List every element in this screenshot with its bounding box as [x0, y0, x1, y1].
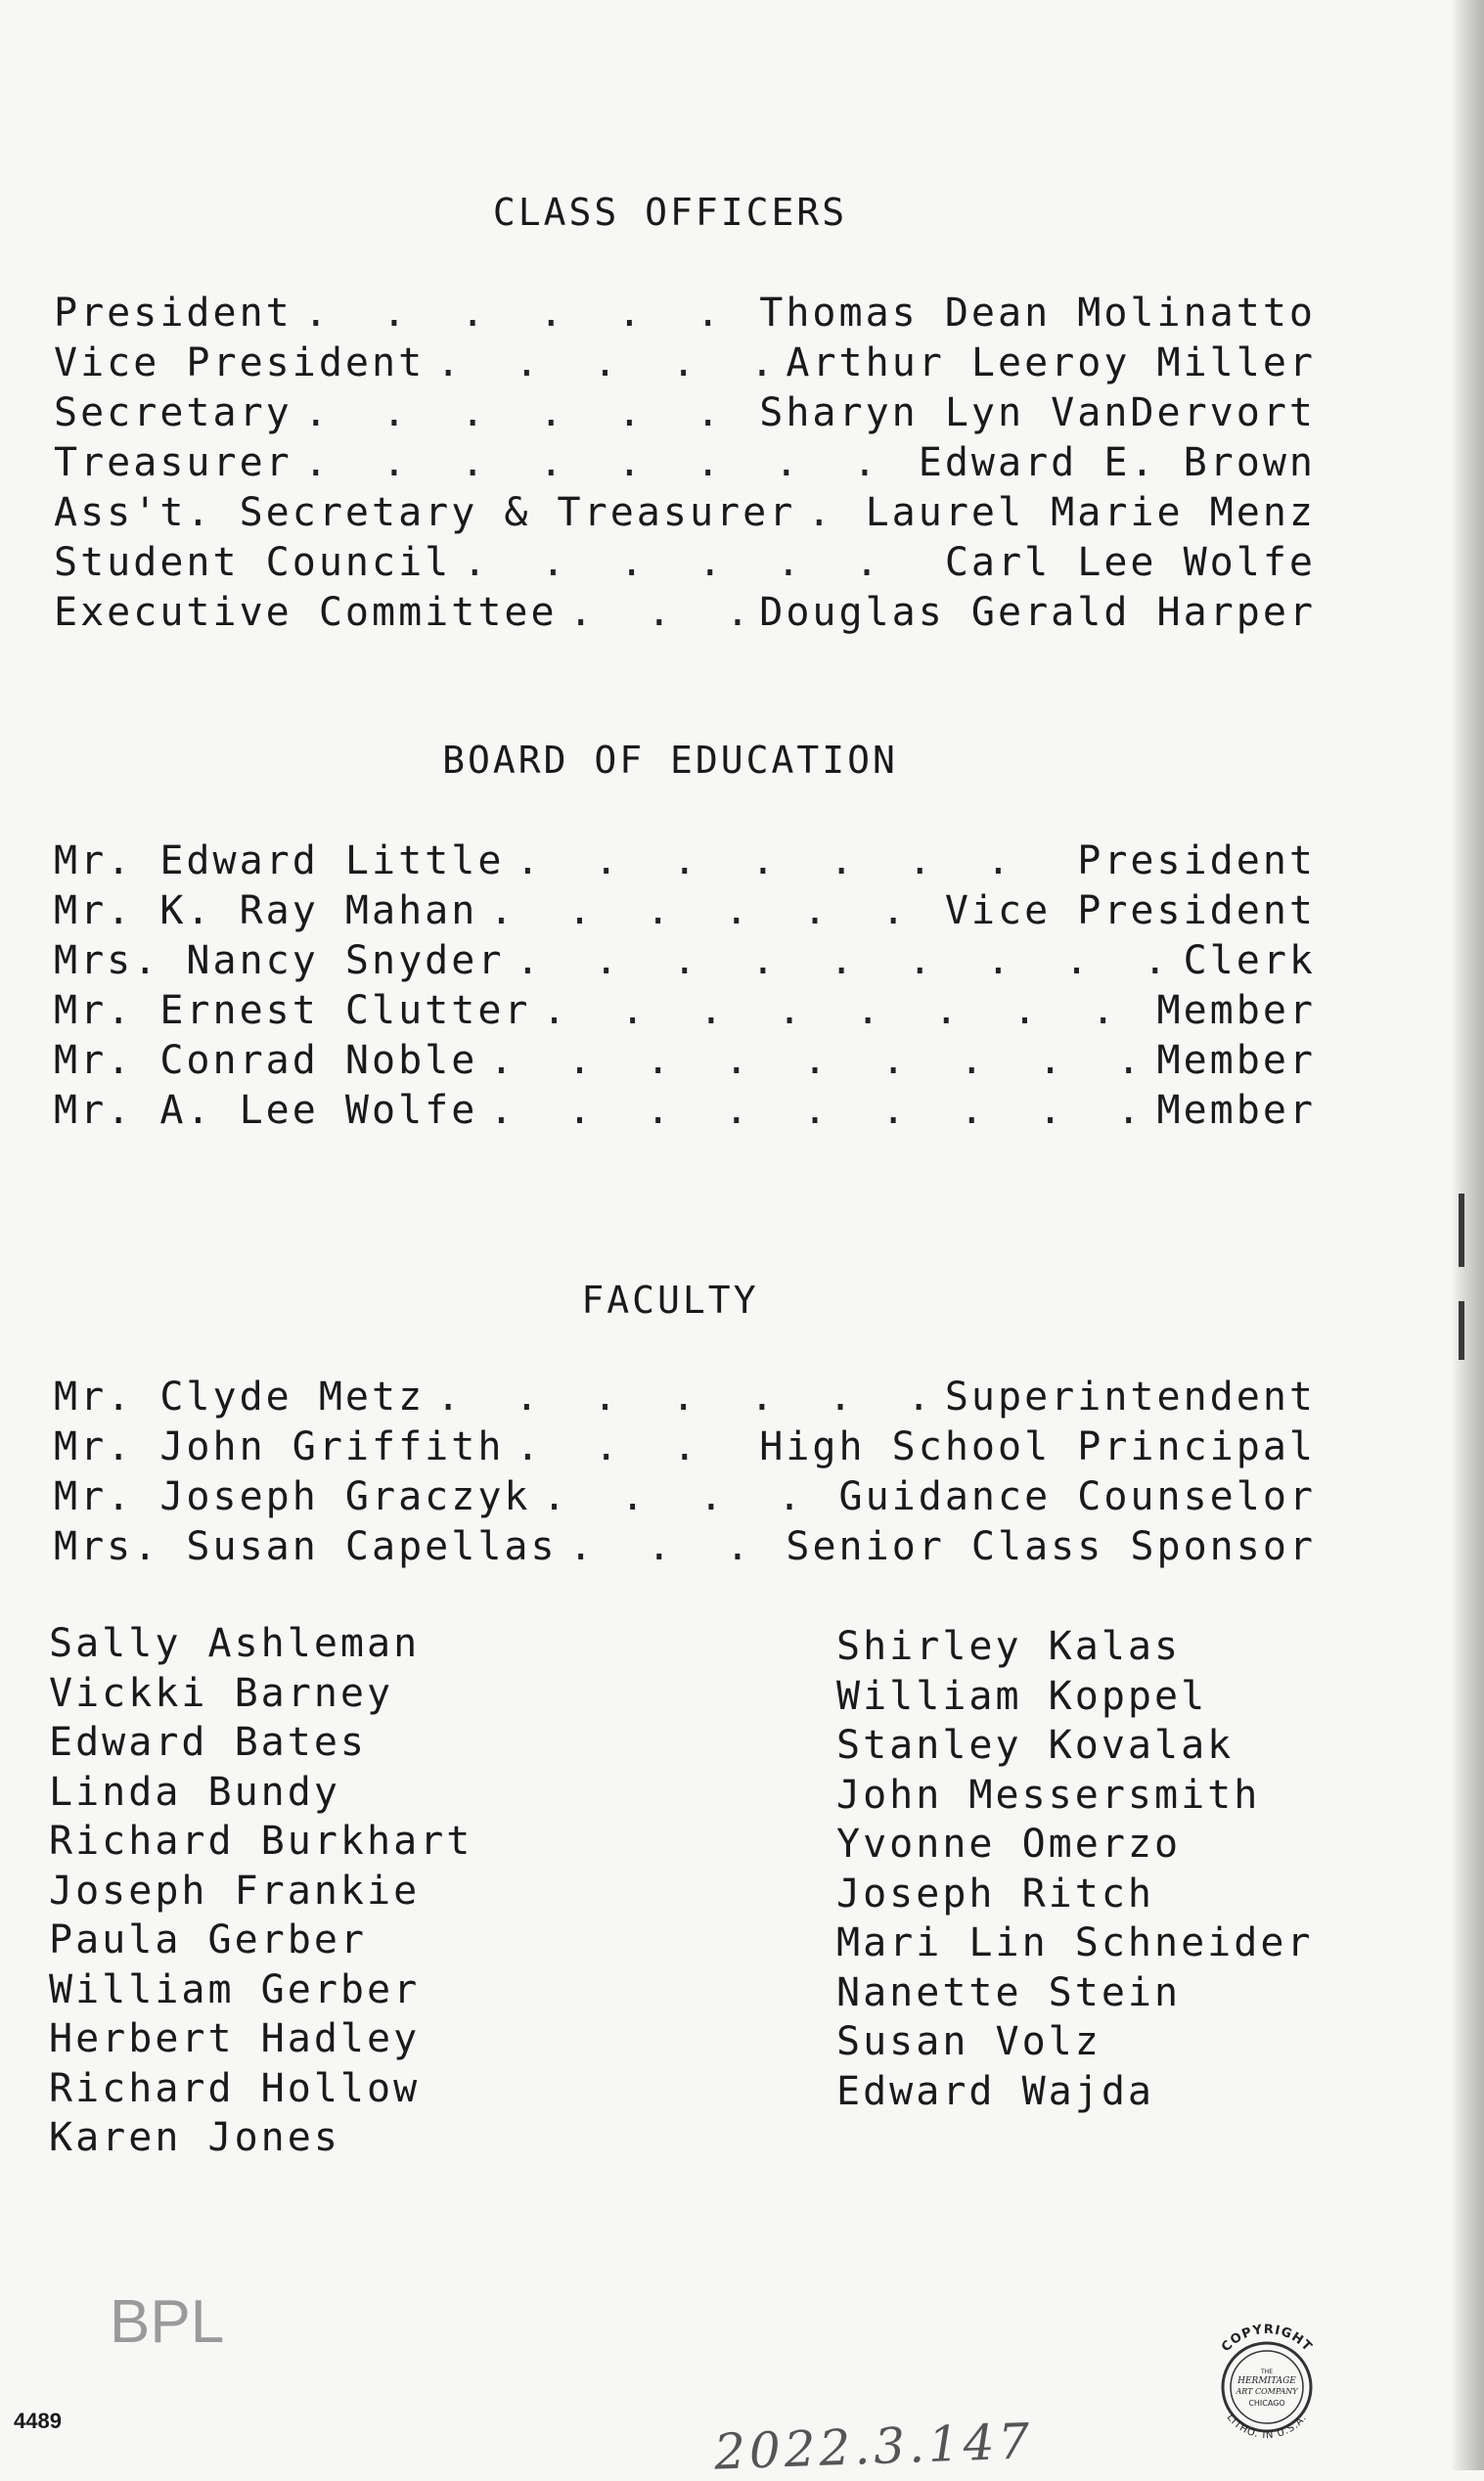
svg-text:HERMITAGE: HERMITAGE	[1237, 2376, 1296, 2386]
board-member-name: Mr. Edward Little	[54, 838, 505, 883]
faculty-name: Sally Ashleman	[49, 1621, 421, 1666]
class-officers-list	[54, 291, 1316, 640]
board-member-name: Mr. Conrad Noble	[54, 1038, 478, 1083]
officer-row	[54, 340, 1316, 390]
board-member-role: Clerk	[1183, 938, 1316, 983]
board-member-name: Mr. Ernest Clutter	[54, 988, 531, 1033]
faculty-name: Mari Lin Schneider	[836, 1920, 1314, 1965]
dot-leader	[436, 1375, 933, 1420]
officer-role: Student Council	[54, 540, 452, 585]
faculty-admin-list	[54, 1375, 1316, 1574]
faculty-name: Joseph Frankie	[49, 1868, 421, 1914]
board-member-role: Member	[1156, 1088, 1316, 1133]
officer-row	[54, 490, 1316, 540]
faculty-admin-name: Mrs. Susan Capellas	[54, 1524, 558, 1569]
dot-leader	[436, 340, 774, 385]
dot-leader	[489, 888, 933, 933]
dot-leader	[516, 938, 1171, 983]
dot-leader	[489, 1038, 1145, 1083]
faculty-admin-role: Guidance Counselor	[838, 1474, 1316, 1519]
faculty-heading: FACULTY	[581, 1279, 759, 1322]
officer-role: Treasurer	[54, 440, 292, 485]
dot-leader	[516, 838, 1065, 883]
board-member-role: Member	[1156, 988, 1316, 1033]
catalog-number: 4489	[14, 2409, 62, 2433]
faculty-name: Herbert Hadley	[49, 2016, 421, 2061]
svg-text:CHICAGO: CHICAGO	[1248, 2399, 1285, 2408]
board-member-row	[54, 838, 1316, 888]
faculty-admin-row	[54, 1524, 1316, 1574]
faculty-name: Linda Bundy	[49, 1769, 340, 1815]
faculty-name: Paula Gerber	[49, 1917, 367, 1962]
faculty-name: Edward Bates	[49, 1720, 367, 1765]
board-member-row	[54, 938, 1316, 988]
faculty-name: Vickki Barney	[49, 1670, 394, 1716]
officer-name: Thomas Dean Molinatto	[759, 291, 1316, 336]
officer-role: President	[54, 291, 292, 336]
svg-text:COPYRIGHT: COPYRIGHT	[1218, 2322, 1316, 2356]
board-member-row	[54, 1088, 1316, 1138]
dot-leader	[542, 988, 1145, 1033]
officer-row	[54, 440, 1316, 490]
faculty-admin-row	[54, 1424, 1316, 1474]
faculty-name: Stanley Kovalak	[836, 1723, 1235, 1768]
class-officers-heading: CLASS OFFICERS	[492, 191, 848, 234]
officer-name: Sharyn Lyn VanDervort	[759, 390, 1316, 435]
faculty-name: Joseph Ritch	[836, 1871, 1154, 1917]
faculty-name: Susan Volz	[836, 2019, 1102, 2064]
officer-role: Ass't. Secretary & Treasurer	[54, 490, 796, 535]
faculty-admin-name: Mr. Joseph Graczyk	[54, 1474, 531, 1519]
faculty-name: Karen Jones	[49, 2115, 340, 2160]
board-member-role: Vice President	[944, 888, 1316, 933]
svg-text:THE: THE	[1261, 2368, 1273, 2375]
dot-leader	[304, 390, 748, 435]
scan-mark	[1459, 1194, 1464, 1267]
faculty-admin-role: Senior Class Sponsor	[786, 1524, 1316, 1569]
faculty-name: Richard Burkhart	[49, 1819, 473, 1864]
officer-row	[54, 540, 1316, 590]
faculty-admin-name: Mr. Clyde Metz	[54, 1375, 426, 1420]
faculty-name: Nanette Stein	[836, 1969, 1182, 2015]
officer-row	[54, 291, 1316, 340]
library-stamp: BPL	[110, 2288, 225, 2356]
dot-leader	[542, 1474, 827, 1519]
board-of-education-list	[54, 838, 1316, 1138]
faculty-name: Yvonne Omerzo	[836, 1822, 1182, 1867]
board-member-name: Mrs. Nancy Snyder	[54, 938, 505, 983]
dot-leader	[489, 1088, 1145, 1133]
faculty-name: William Gerber	[49, 1966, 421, 2012]
officer-name: Douglas Gerald Harper	[759, 590, 1316, 635]
board-member-role: President	[1077, 838, 1316, 883]
faculty-names-left-column	[49, 1619, 472, 2163]
faculty-admin-row	[54, 1474, 1316, 1524]
faculty-name: Shirley Kalas	[836, 1624, 1182, 1669]
svg-text:ART COMPANY: ART COMPANY	[1236, 2387, 1298, 2396]
dot-leader	[807, 490, 853, 535]
faculty-name: William Koppel	[836, 1673, 1208, 1719]
officer-role: Executive Committee	[54, 590, 558, 635]
scan-mark	[1459, 1301, 1464, 1360]
officer-name: Laurel Marie Menz	[865, 490, 1316, 535]
dot-leader	[569, 1524, 775, 1569]
faculty-name: John Messersmith	[836, 1772, 1261, 1818]
svg-text:LITHO. IN U.S.A.: LITHO. IN U.S.A.	[1224, 2412, 1310, 2442]
officer-name: Carl Lee Wolfe	[944, 540, 1316, 585]
dot-leader	[569, 590, 748, 635]
officer-row	[54, 590, 1316, 640]
officer-role: Secretary	[54, 390, 292, 435]
faculty-admin-row	[54, 1375, 1316, 1424]
faculty-name: Richard Hollow	[49, 2065, 421, 2111]
officer-name: Edward E. Brown	[918, 440, 1316, 485]
faculty-admin-role: Superintendent	[944, 1375, 1316, 1420]
faculty-name: Edward Wajda	[836, 2068, 1154, 2114]
board-member-row	[54, 888, 1316, 938]
faculty-names-right-column	[836, 1622, 1313, 2116]
board-member-row	[54, 1038, 1316, 1088]
board-member-name: Mr. K. Ray Mahan	[54, 888, 478, 933]
accession-number: 2022.3.147	[713, 2413, 1035, 2481]
board-member-role: Member	[1156, 1038, 1316, 1083]
board-member-row	[54, 988, 1316, 1038]
dot-leader	[304, 291, 748, 336]
hermitage-art-company-seal-icon	[1193, 2309, 1340, 2456]
officer-row	[54, 390, 1316, 440]
officer-name: Arthur Leeroy Miller	[786, 340, 1316, 385]
faculty-admin-name: Mr. John Griffith	[54, 1424, 505, 1469]
dot-leader	[516, 1424, 747, 1469]
faculty-admin-role: High School Principal	[759, 1424, 1316, 1469]
dot-leader	[463, 540, 933, 585]
board-member-name: Mr. A. Lee Wolfe	[54, 1088, 478, 1133]
officer-role: Vice President	[54, 340, 426, 385]
page-edge-shadow	[1451, 0, 1484, 2470]
board-of-education-heading: BOARD OF EDUCATION	[442, 739, 898, 782]
dot-leader	[304, 440, 907, 485]
